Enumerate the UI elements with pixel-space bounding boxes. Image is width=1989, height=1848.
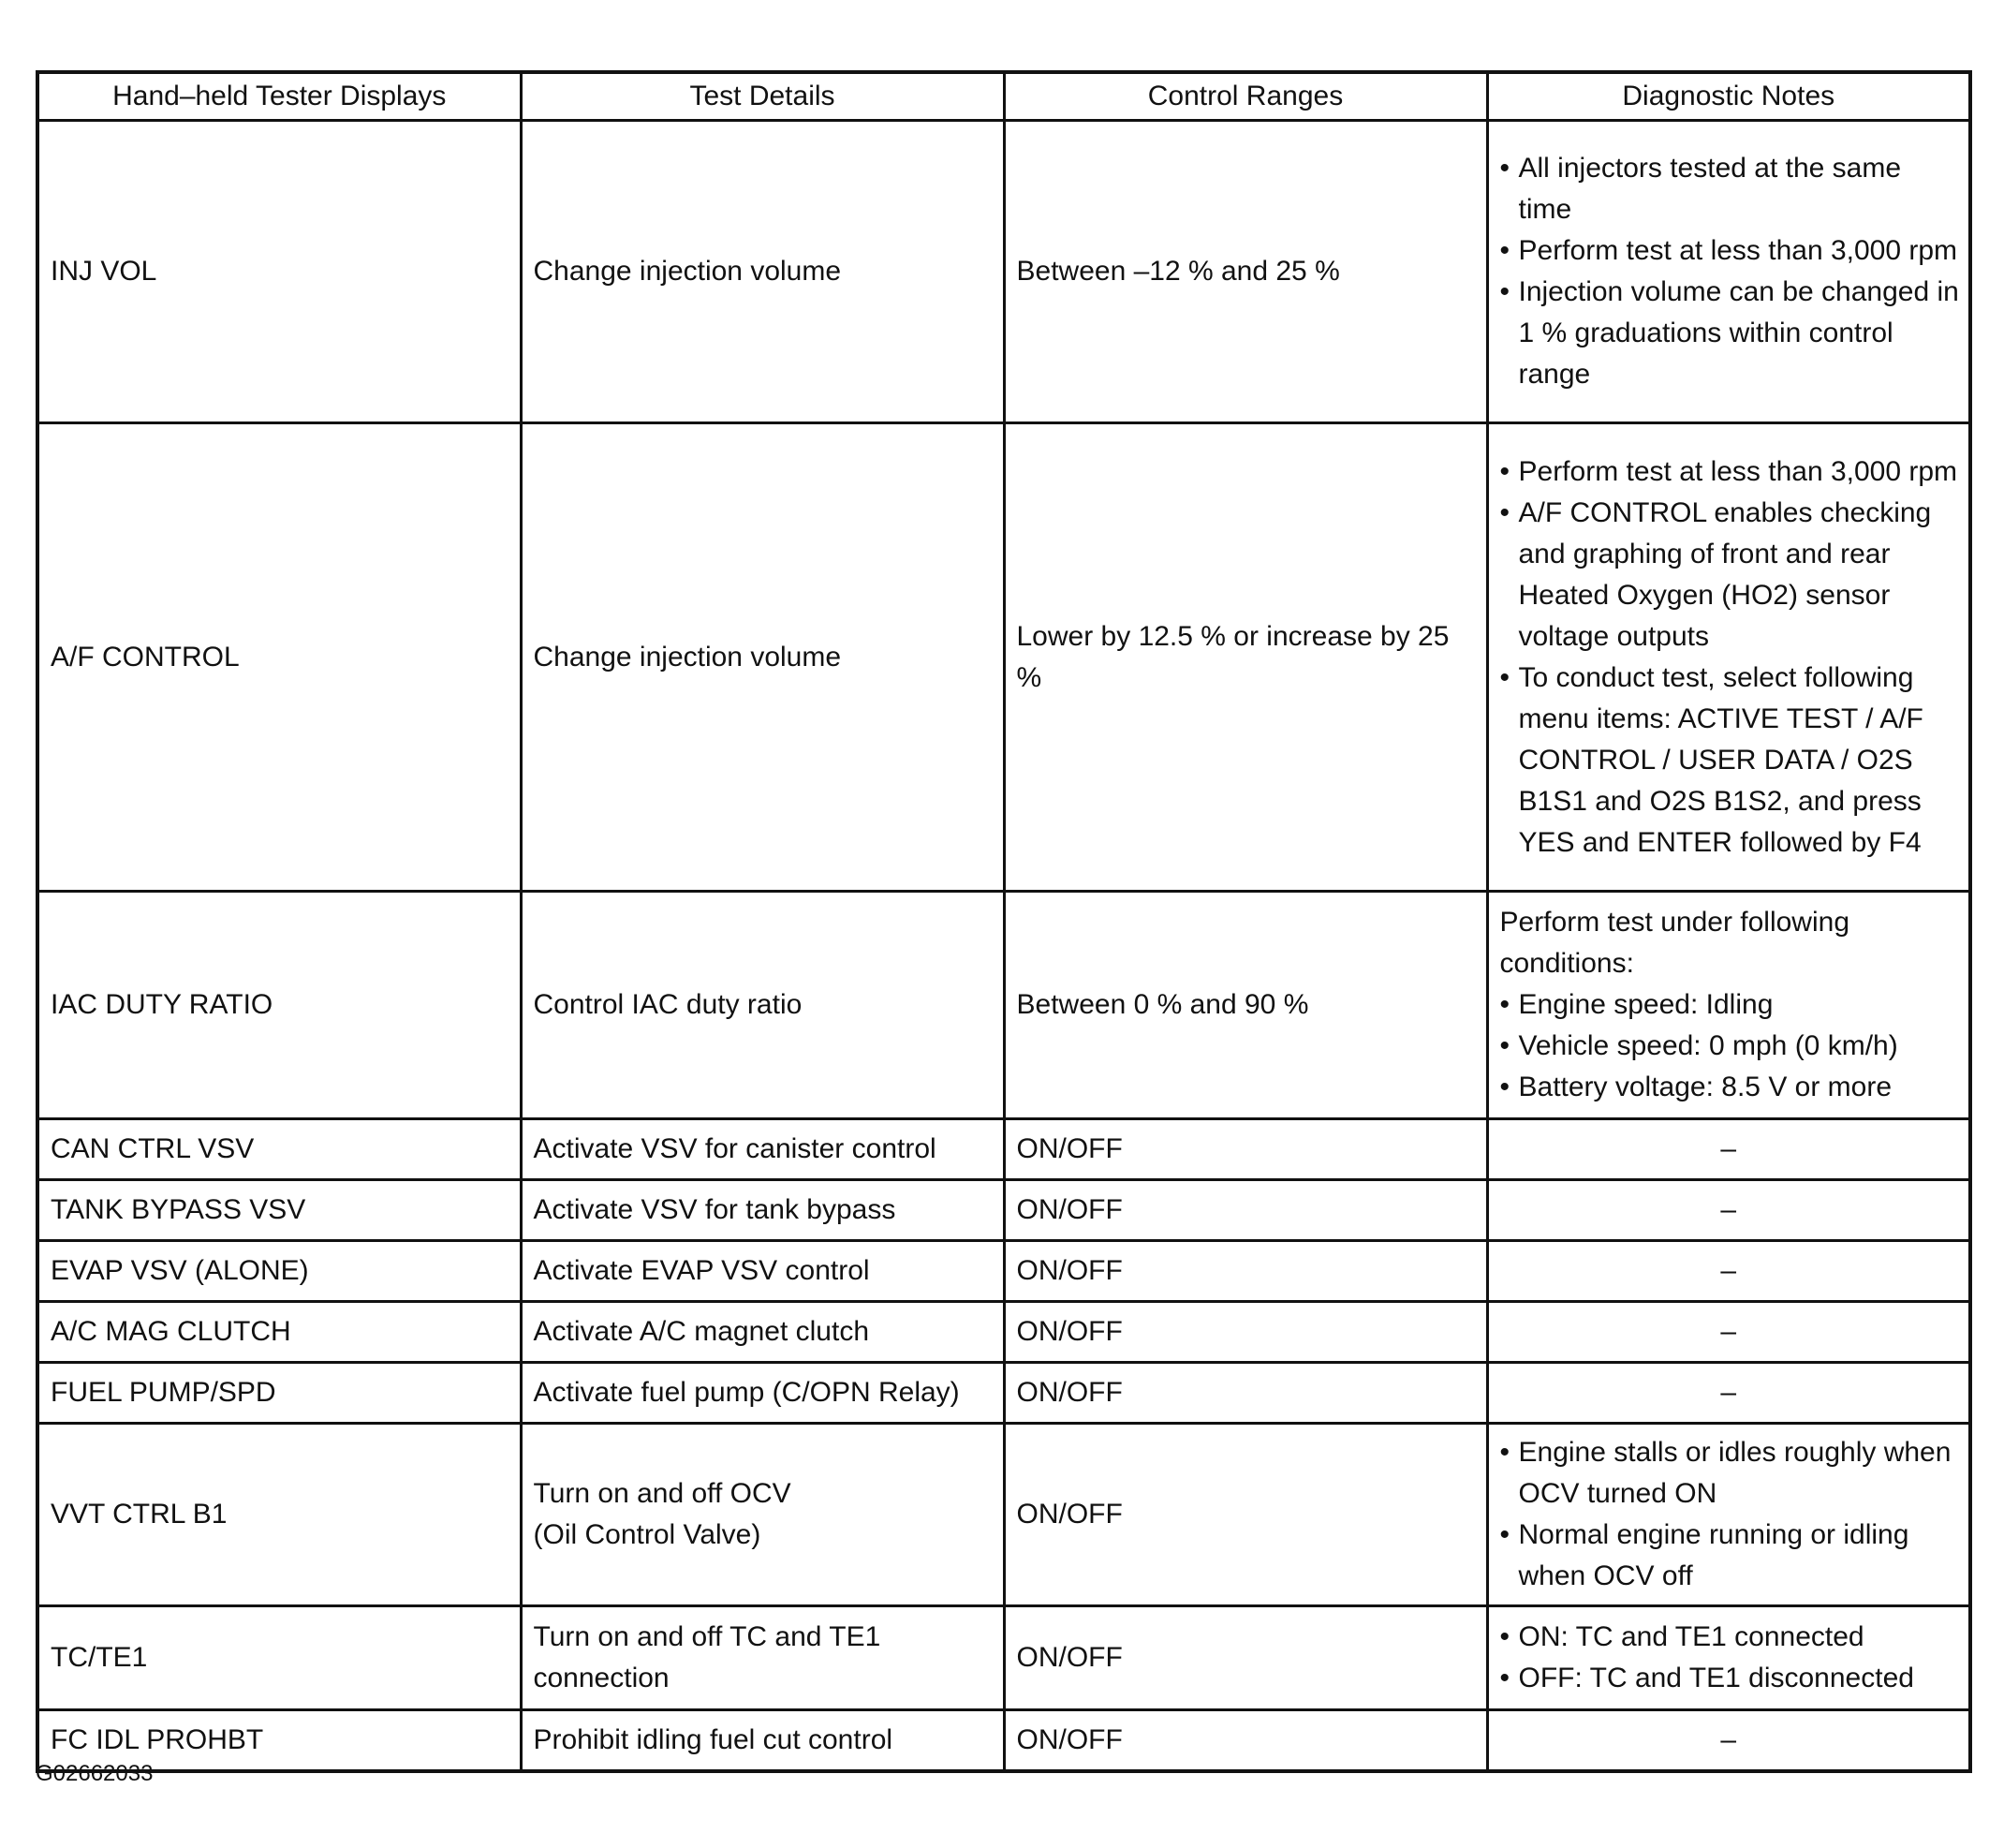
cell-range: Between 0 % and 90 % bbox=[1004, 892, 1487, 1119]
cell-notes bbox=[1487, 892, 1970, 1119]
table-row bbox=[37, 1180, 1970, 1241]
details-line: (Oil Control Valve) bbox=[533, 1519, 761, 1550]
cell-details bbox=[521, 1424, 1004, 1606]
note-item: • Engine speed: Idling bbox=[1500, 984, 1960, 1026]
cell-details: Activate VSV for canister control bbox=[521, 1119, 1004, 1180]
cell-range: Between –12 % and 25 % bbox=[1004, 121, 1487, 423]
table-row bbox=[37, 1710, 1970, 1772]
table-row bbox=[37, 892, 1970, 1119]
details-line: Turn on and off OCV bbox=[533, 1478, 791, 1509]
table-row bbox=[37, 1424, 1970, 1606]
note-item: • Perform test at less than 3,000 rpm bbox=[1500, 230, 1960, 272]
cell-display: INJ VOL bbox=[37, 121, 521, 423]
cell-display: VVT CTRL B1 bbox=[37, 1424, 521, 1606]
note-item: • Injection volume can be changed in 1 % graduations within control range bbox=[1500, 272, 1960, 395]
notes-list bbox=[1500, 1617, 1960, 1699]
table-row bbox=[37, 423, 1970, 892]
cell-range: ON/OFF bbox=[1004, 1363, 1487, 1424]
cell-details: Activate VSV for tank bypass bbox=[521, 1180, 1004, 1241]
table-header-row bbox=[37, 72, 1970, 121]
cell-range: ON/OFF bbox=[1004, 1302, 1487, 1363]
cell-notes: – bbox=[1487, 1241, 1970, 1302]
note-item: • ON: TC and TE1 connected bbox=[1500, 1617, 1960, 1658]
header-control-ranges: Control Ranges bbox=[1004, 72, 1487, 121]
cell-notes: – bbox=[1487, 1119, 1970, 1180]
cell-details: Control IAC duty ratio bbox=[521, 892, 1004, 1119]
cell-notes bbox=[1487, 1424, 1970, 1606]
cell-details: Turn on and off TC and TE1 connection bbox=[521, 1606, 1004, 1710]
cell-display: A/F CONTROL bbox=[37, 423, 521, 892]
cell-range: ON/OFF bbox=[1004, 1180, 1487, 1241]
table-row bbox=[37, 1363, 1970, 1424]
cell-notes: – bbox=[1487, 1710, 1970, 1772]
note-item: • Battery voltage: 8.5 V or more bbox=[1500, 1067, 1960, 1108]
cell-range: ON/OFF bbox=[1004, 1424, 1487, 1606]
cell-display: IAC DUTY RATIO bbox=[37, 892, 521, 1119]
cell-display: TANK BYPASS VSV bbox=[37, 1180, 521, 1241]
header-diagnostic-notes: Diagnostic Notes bbox=[1487, 72, 1970, 121]
cell-display: A/C MAG CLUTCH bbox=[37, 1302, 521, 1363]
note-item: • To conduct test, select following menu items: ACTIVE TEST / A/F CONTROL / USER DATA / O2S B1S1 and O2S B1S2, and press YES and ENTER followed by F4 bbox=[1500, 658, 1960, 864]
note-item: • Vehicle speed: 0 mph (0 km/h) bbox=[1500, 1026, 1960, 1067]
table-row bbox=[37, 1241, 1970, 1302]
cell-details: Change injection volume bbox=[521, 121, 1004, 423]
cell-notes bbox=[1487, 423, 1970, 892]
cell-range: ON/OFF bbox=[1004, 1241, 1487, 1302]
header-test-details: Test Details bbox=[521, 72, 1004, 121]
note-item: • OFF: TC and TE1 disconnected bbox=[1500, 1658, 1960, 1699]
cell-notes: – bbox=[1487, 1180, 1970, 1241]
cell-notes: – bbox=[1487, 1363, 1970, 1424]
active-test-table bbox=[36, 70, 1972, 1773]
cell-details: Prohibit idling fuel cut control bbox=[521, 1710, 1004, 1772]
cell-details: Activate fuel pump (C/OPN Relay) bbox=[521, 1363, 1004, 1424]
note-item: • Engine stalls or idles roughly when OCV turned ON bbox=[1500, 1432, 1960, 1515]
note-item: • A/F CONTROL enables checking and graphing of front and rear Heated Oxygen (HO2) sensor voltage outputs bbox=[1500, 493, 1960, 658]
cell-notes bbox=[1487, 1606, 1970, 1710]
cell-notes bbox=[1487, 121, 1970, 423]
table-row bbox=[37, 121, 1970, 423]
cell-display: TC/TE1 bbox=[37, 1606, 521, 1710]
cell-range: ON/OFF bbox=[1004, 1119, 1487, 1180]
notes-list bbox=[1500, 451, 1960, 864]
figure-id: G02662033 bbox=[36, 1761, 154, 1786]
cell-details: Activate EVAP VSV control bbox=[521, 1241, 1004, 1302]
notes-list bbox=[1500, 148, 1960, 395]
header-tester-displays: Hand–held Tester Displays bbox=[37, 72, 521, 121]
cell-display: CAN CTRL VSV bbox=[37, 1119, 521, 1180]
table-row bbox=[37, 1302, 1970, 1363]
cell-details: Activate A/C magnet clutch bbox=[521, 1302, 1004, 1363]
cell-display: EVAP VSV (ALONE) bbox=[37, 1241, 521, 1302]
notes-list bbox=[1500, 1432, 1960, 1597]
cell-range: ON/OFF bbox=[1004, 1710, 1487, 1772]
cell-range: ON/OFF bbox=[1004, 1606, 1487, 1710]
cell-notes: – bbox=[1487, 1302, 1970, 1363]
cell-display: FUEL PUMP/SPD bbox=[37, 1363, 521, 1424]
note-item: • All injectors tested at the same time bbox=[1500, 148, 1960, 230]
notes-list bbox=[1500, 984, 1960, 1108]
note-item: • Perform test at less than 3,000 rpm bbox=[1500, 451, 1960, 493]
cell-details: Change injection volume bbox=[521, 423, 1004, 892]
cell-range: Lower by 12.5 % or increase by 25 % bbox=[1004, 423, 1487, 892]
cell-display: FC IDL PROHBT bbox=[37, 1710, 521, 1772]
table-row bbox=[37, 1606, 1970, 1710]
note-item: • Normal engine running or idling when OCV off bbox=[1500, 1515, 1960, 1597]
table-row bbox=[37, 1119, 1970, 1180]
active-test-table-container bbox=[36, 70, 1968, 1773]
notes-intro: Perform test under following conditions: bbox=[1499, 907, 1850, 979]
